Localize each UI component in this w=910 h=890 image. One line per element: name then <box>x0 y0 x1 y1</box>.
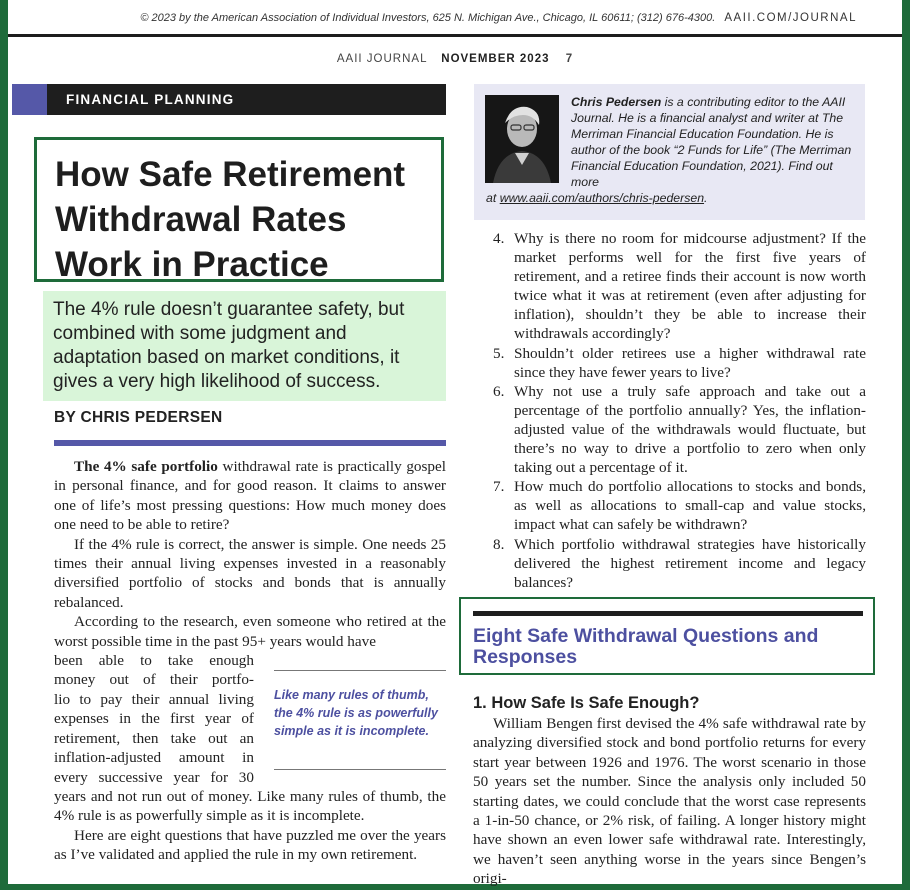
list-number: 8. <box>493 535 505 553</box>
bio-line <box>486 94 856 190</box>
section-label: FINANCIAL PLANNING <box>66 92 235 107</box>
list-item <box>473 382 866 477</box>
byline: BY CHRIS PEDERSEN <box>54 409 223 426</box>
pull-quote-bottom-rule <box>274 769 446 770</box>
site-link[interactable]: AAII.COM/JOURNAL <box>724 12 857 24</box>
list-number: 5. <box>493 344 505 362</box>
wrap-line: inflation-adjusted amount in <box>54 749 254 767</box>
author-bio-box <box>474 84 865 220</box>
list-item <box>473 229 866 344</box>
copyright-text: © 2023 by the American Association of Individual Investors, 625 N. Michigan Ave., Chicago, IL 60611; (312) 676-4300. <box>140 12 716 24</box>
bio-period: . <box>704 191 708 205</box>
byline-rule <box>54 440 446 446</box>
author-bio <box>486 94 856 206</box>
wrap-line: money out of their portfo- <box>54 671 254 689</box>
top-rule <box>8 34 902 37</box>
subhead: 1. How Safe Is Safe Enough? <box>473 694 700 712</box>
paragraph-3-end: years and not run out of money. Like many rules of thumb, the 4% rule is as powerfully simple as it is incomplete. <box>54 787 446 825</box>
question-list <box>473 229 866 592</box>
section-banner <box>12 84 446 115</box>
list-item <box>473 344 866 382</box>
list-text: Why is there no room for midcourse adjustment? If the market performs well for the first five years of retirement, and a retiree finds their account is now worth twice what it was at retirement (even after adjusting for inflation), shouldn’t they be able to increase their withdrawals accordingly? <box>514 230 866 343</box>
issue-date: NOVEMBER 2023 <box>441 53 550 65</box>
paragraph-3-start: According to the research, even someone who retired at the worst possible time in the past 95+ years would have <box>54 613 446 650</box>
article-title: How Safe Retirement Withdrawal Rates Work in Practice <box>55 155 406 284</box>
author-name: Chris Pedersen <box>571 95 662 109</box>
list-number: 7. <box>493 478 505 496</box>
wrap-line: been able to take enough <box>54 652 254 670</box>
list-number: 4. <box>493 230 505 247</box>
author-profile-link[interactable]: www.aaii.com/authors/chris-pedersen <box>499 191 705 205</box>
list-text: Which portfolio withdrawal strategies have historically delivered the highest retirement income and legacy balances? <box>514 535 866 591</box>
list-text: Shouldn’t older retirees use a higher withdrawal rate since they have fewer years to live? <box>514 344 866 381</box>
right-column-body <box>473 714 866 889</box>
list-text: How much do portfolio allocations to stocks and bonds, as well as allocations to small-cap and value stocks, impact what can safely be withdrawn? <box>514 478 866 534</box>
section-color-block <box>12 84 47 115</box>
journal-name: AAII JOURNAL <box>336 53 428 65</box>
wrap-line: expenses in the first year of <box>54 710 254 728</box>
list-item <box>473 535 866 592</box>
sidebar-heading: Eight Safe Withdrawal Questions and Responses <box>473 625 819 668</box>
title-box <box>34 137 444 282</box>
wrap-line: retirement, then take out an <box>54 729 254 747</box>
bio-text: is a contributing editor to the AAII Journal. He is a financial analyst and writer at The Merriman Financial Education Foundation. He is author of the book “2 Funds for Life” (The Merriman Financial Education Foundation, 2021). Find out more <box>571 95 852 189</box>
paragraph-5: William Bengen first devised the 4% safe withdrawal rate by analyzing diversified stock and bond portfolio returns for every start year between 1926 and 1976. The worst scenario in those 50 years set the number. Since the analysis only included 50 starting dates, we could conclude that the worst case represents a 1-in-50 chance, or 2% risk, of failing. A longer history might have shown an even lower safe withdrawal rate. Interestingly, we haven’t seen anything worse in the years since Bengen’s origi- <box>473 715 866 888</box>
sidebar-heading-box <box>459 597 875 675</box>
list-item <box>473 477 866 534</box>
paragraph-1 <box>54 457 446 535</box>
wrap-line: every successive year for 30 <box>54 768 254 786</box>
bio-at: at <box>486 191 500 205</box>
paragraph-2: If the 4% rule is correct, the answer is simple. One needs 25 times their annual living expenses invested in a reasonably diversified portfolio of stocks and bonds that is annually rebalanced. <box>54 535 446 611</box>
list-text: Why not use a truly safe approach and take out a percentage of the portfolio annually? Yes, the inflation-adjusted value of the withdrawals would fluctuate, but there’s no way to drive a portfolio to zero when only taking out a percentage of it. <box>514 382 866 477</box>
pull-quote-text: Like many rules of thumb, the 4% rule is as powerfully simple as it is incomplete. <box>274 688 438 738</box>
sidebar-heading-rule <box>473 611 863 616</box>
paragraph-4: Here are eight questions that have puzzled me over the years as I’ve validated and applied the rule in my own retirement. <box>54 826 446 864</box>
paragraph-1-text: withdrawal rate is practically gospel in personal finance, and for good reason. It claims to answer one of life’s most pressing questions: How much money does one need to be able to retire? <box>54 458 446 534</box>
lead-in: The 4% safe portfolio <box>74 458 218 475</box>
left-column-body <box>54 457 446 865</box>
wrap-line: lio to pay their annual living <box>54 690 254 708</box>
page-header <box>0 53 910 65</box>
pull-quote <box>274 670 446 770</box>
list-number: 6. <box>493 382 505 400</box>
article-deck: The 4% rule doesn’t guarantee safety, but combined with some judgment and adaptation based on market conditions, it gives a very high likelihood of success. <box>43 291 446 401</box>
page-number: 7 <box>565 53 574 65</box>
pull-quote-top-rule <box>274 670 446 671</box>
